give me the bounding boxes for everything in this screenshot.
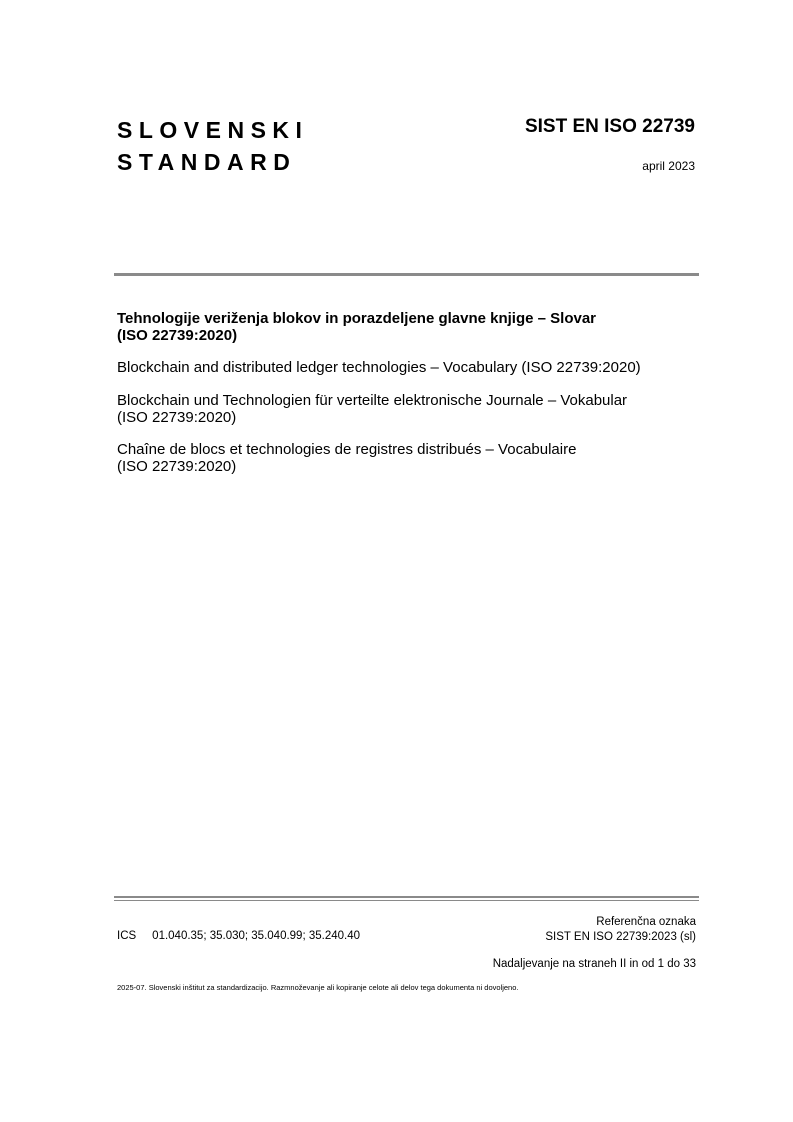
title-french-line1: Chaîne de blocs et technologies de registres distribués – Vocabulaire: [117, 441, 577, 458]
heading-line-slovenski: SLOVENSKI: [117, 117, 309, 143]
reference-designation: [545, 915, 696, 945]
reference-label: Referenčna oznaka: [596, 916, 696, 928]
document-type-heading: [117, 114, 308, 178]
title-slovenian-line2: (ISO 22739:2020): [117, 327, 238, 344]
page-continuation-note: Nadaljevanje na straneh II in od 1 do 33: [492, 958, 696, 970]
heading-line-standard: STANDARD: [117, 149, 297, 175]
title-slovenian-line1: Tehnologije veriženja blokov in porazdeljene glavne knjige – Slovar: [117, 310, 597, 327]
copyright-notice: 2025-07. Slovenski inštitut za standardizacijo. Razmnoževanje ali kopiranje celote ali delov tega dokumenta ni dovoljeno.: [117, 983, 519, 992]
standard-number: SIST EN ISO 22739: [524, 116, 695, 137]
title-french: [117, 441, 707, 475]
title-german: [117, 392, 707, 426]
ics-classification: [117, 930, 360, 942]
title-german-line1: Blockchain und Technologien für verteilte elektronische Journale – Vokabular: [117, 392, 628, 409]
top-divider: [114, 273, 699, 276]
title-slovenian: [117, 310, 707, 344]
ics-codes: 01.040.35; 35.030; 35.040.99; 35.240.40: [152, 930, 360, 942]
title-french-line2: (ISO 22739:2020): [117, 458, 237, 475]
ics-label: ICS: [117, 930, 137, 942]
publication-date: april 2023: [642, 159, 695, 173]
reference-value: SIST EN ISO 22739:2023 (sl): [545, 931, 696, 943]
title-block: [117, 310, 707, 490]
bottom-divider: [114, 896, 699, 901]
title-english: Blockchain and distributed ledger technologies – Vocabulary (ISO 22739:2020): [117, 359, 641, 376]
title-german-line2: (ISO 22739:2020): [117, 409, 237, 426]
